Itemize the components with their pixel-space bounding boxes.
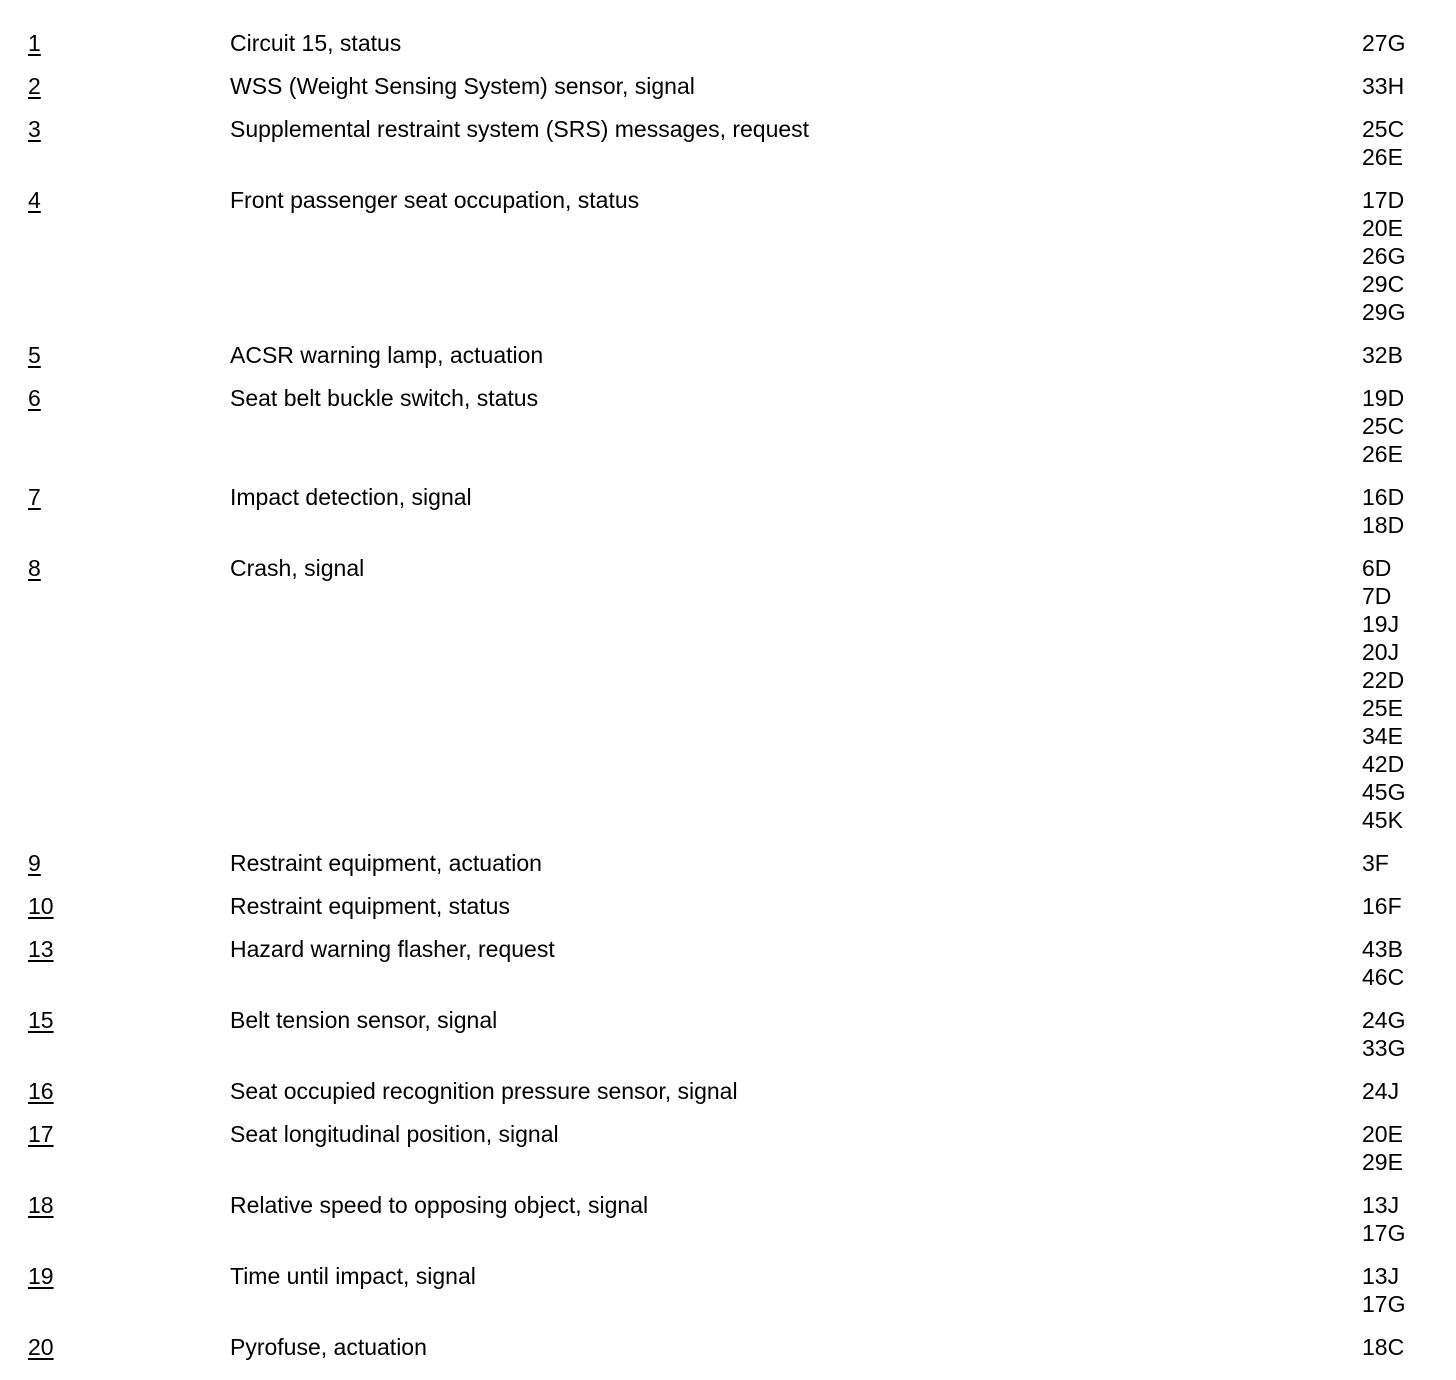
grid-reference: 25C [1362,116,1405,142]
legend-description: Belt tension sensor, signal [230,1007,498,1033]
legend-description: Front passenger seat occupation, status [230,187,640,213]
legend-number-link[interactable]: 9 [28,850,41,876]
legend-description: WSS (Weight Sensing System) sensor, signal [230,73,695,99]
legend-row [0,849,1456,877]
grid-reference: 18D [1362,512,1405,538]
grid-reference-list [1362,849,1456,877]
legend-number-link[interactable]: 13 [28,936,54,962]
legend-number-link[interactable]: 17 [28,1121,54,1147]
grid-reference-list [1362,554,1456,834]
grid-reference: 17G [1362,1220,1406,1246]
legend-row [0,341,1456,369]
legend-number-link[interactable]: 4 [28,187,41,213]
grid-reference: 29E [1362,1149,1403,1175]
legend-description: Supplemental restraint system (SRS) messages, request [230,116,810,142]
grid-reference: 16F [1362,893,1402,919]
grid-reference-list [1362,1191,1456,1247]
grid-reference-list [1362,115,1456,171]
grid-reference-list [1362,72,1456,100]
legend-row [0,72,1456,100]
legend-number-link[interactable]: 16 [28,1078,54,1104]
legend-row [0,483,1456,539]
legend-number-link[interactable]: 7 [28,484,41,510]
legend-row [0,1077,1456,1105]
grid-reference: 29G [1362,299,1406,325]
grid-reference: 19D [1362,385,1405,411]
grid-reference-list [1362,29,1456,57]
grid-reference-list [1362,935,1456,991]
legend-number-link[interactable]: 18 [28,1192,54,1218]
grid-reference: 17G [1362,1291,1406,1317]
legend-description: Time until impact, signal [230,1263,476,1289]
grid-reference-list [1362,1120,1456,1176]
legend-number-link[interactable]: 2 [28,73,41,99]
grid-reference: 32B [1362,342,1403,368]
grid-reference-list [1362,186,1456,326]
grid-reference: 3F [1362,850,1389,876]
grid-reference: 19J [1362,611,1400,637]
grid-reference: 46C [1362,964,1405,990]
grid-reference: 17D [1362,187,1405,213]
legend-description: Pyrofuse, actuation [230,1334,427,1360]
legend-row [0,29,1456,57]
legend-number-link[interactable]: 10 [28,893,54,919]
grid-reference: 22D [1362,667,1405,693]
legend-row [0,892,1456,920]
grid-reference: 33G [1362,1035,1406,1061]
grid-reference: 7D [1362,583,1392,609]
grid-reference: 26E [1362,144,1403,170]
legend-description: Seat belt buckle switch, status [230,385,539,411]
grid-reference: 13J [1362,1263,1400,1289]
legend-description: Impact detection, signal [230,484,472,510]
legend-row [0,1333,1456,1361]
legend-description: Restraint equipment, status [230,893,510,919]
grid-reference-list [1362,384,1456,468]
grid-reference: 25C [1362,413,1405,439]
legend-number-link[interactable]: 1 [28,30,41,56]
legend-number-link[interactable]: 19 [28,1263,54,1289]
legend-row [0,186,1456,326]
legend-description: Relative speed to opposing object, signal [230,1192,649,1218]
grid-reference: 16D [1362,484,1405,510]
legend-number-link[interactable]: 6 [28,385,41,411]
grid-reference: 24J [1362,1078,1400,1104]
legend-row [0,1191,1456,1247]
grid-reference-list [1362,341,1456,369]
grid-reference: 43B [1362,936,1403,962]
grid-reference: 26E [1362,441,1403,467]
grid-reference: 27G [1362,30,1406,56]
grid-reference: 26G [1362,243,1406,269]
legend-description: Hazard warning flasher, request [230,936,555,962]
legend-number-link[interactable]: 15 [28,1007,54,1033]
legend-row [0,554,1456,834]
legend-number-link[interactable]: 5 [28,342,41,368]
grid-reference: 25E [1362,695,1403,721]
grid-reference: 29C [1362,271,1405,297]
legend-row [0,935,1456,991]
grid-reference: 34E [1362,723,1403,749]
grid-reference: 6D [1362,555,1392,581]
grid-reference-list [1362,1006,1456,1062]
grid-reference-list [1362,892,1456,920]
grid-reference-list [1362,483,1456,539]
grid-reference-list [1362,1262,1456,1318]
grid-reference: 18C [1362,1334,1405,1360]
legend-number-link[interactable]: 20 [28,1334,54,1360]
legend-description: Restraint equipment, actuation [230,850,542,876]
legend-number-link[interactable]: 3 [28,116,41,142]
grid-reference: 33H [1362,73,1405,99]
grid-reference: 42D [1362,751,1405,777]
legend-description: ACSR warning lamp, actuation [230,342,544,368]
grid-reference: 24G [1362,1007,1406,1033]
grid-reference: 20J [1362,639,1400,665]
legend-row [0,1006,1456,1062]
grid-reference: 45K [1362,807,1403,833]
grid-reference: 13J [1362,1192,1400,1218]
legend-number-link[interactable]: 8 [28,555,41,581]
legend-row [0,1120,1456,1176]
legend-description: Seat occupied recognition pressure sensor, signal [230,1078,738,1104]
legend-description: Circuit 15, status [230,30,402,56]
grid-reference-list [1362,1333,1456,1361]
grid-reference: 20E [1362,1121,1403,1147]
legend-row [0,115,1456,171]
legend-description: Crash, signal [230,555,365,581]
grid-reference-list [1362,1077,1456,1105]
grid-reference: 20E [1362,215,1403,241]
grid-reference: 45G [1362,779,1406,805]
legend-row [0,1262,1456,1318]
legend-description: Seat longitudinal position, signal [230,1121,559,1147]
legend-row [0,384,1456,468]
